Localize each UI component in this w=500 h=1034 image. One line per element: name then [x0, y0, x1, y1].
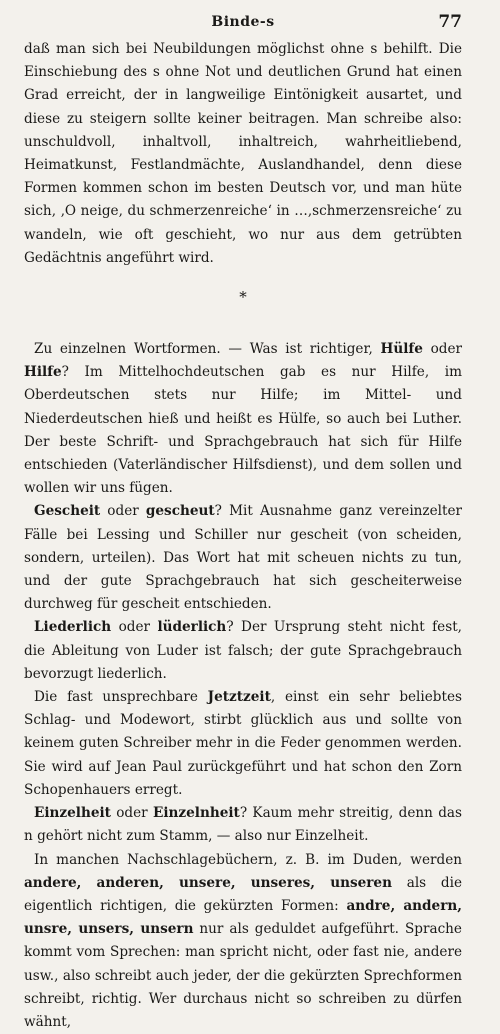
paragraph-gescheit — [24, 500, 462, 616]
paragraph-einzelheit — [24, 802, 462, 848]
headword-gescheit: Gescheit — [34, 503, 100, 519]
paragraph-connector: oder — [100, 503, 146, 519]
paragraph-body: ? Im Mittelhochdeutschen gab es nur Hilfe, im Oberdeutschen stets nur Hilfe; im Mittel- und Niederdeutschen hieß und heißt es Hülfe, so auch bei Luther. Der beste Schrift- und Sprachgebrauch hat sich für Hilfe entschieden (Vaterländischer Hilfsdienst), und dem sollen und wollen wir uns fügen. — [24, 364, 462, 496]
running-head: Binde-s — [24, 14, 462, 30]
headword-einzelnheit: Einzelnheit — [153, 805, 240, 821]
paragraph-body: ? Mit Ausnahme ganz vereinzelter Fälle bei Lessing und Schiller nur gescheit (von scheiden, sondern, urteilen). Das Wort hat mit scheuen nichts zu tun, und der gute Sprachgebrauch hat sich gescheiterweise durchweg für gescheit entschieden. — [24, 503, 462, 612]
headword-gescheut: gescheut — [146, 503, 215, 519]
paragraph-lead: Die fast unsprechbare — [34, 689, 208, 705]
page-header — [24, 8, 462, 38]
forms-long: andere, anderen, unsere, unseres, unseren — [24, 875, 392, 891]
paragraph-connector: als die eigentlich richtigen, die gekürzten Formen: — [24, 875, 462, 914]
paragraph-andere-andre — [24, 849, 462, 1034]
headword-huelfe: Hülfe — [381, 341, 423, 357]
headword-jetztzeit: Jetztzeit — [208, 689, 271, 705]
headword-luederlich: lüderlich — [157, 619, 226, 635]
paragraph-body: ? Der Ursprung steht nicht fest, die Ableitung von Luder ist falsch; der gute Sprachgebrauch bevorzugt liederlich. — [24, 619, 462, 681]
paragraph-lead: Zu einzelnen Wortformen. — Was ist richtiger, — [34, 341, 381, 357]
paragraph-body: , einst ein sehr beliebtes Schlag- und Modewort, stirbt glücklich aus und sollte von keinem guten Schreiber mehr in die Feder genommen werden. Sie wird auf Jean Paul zurückgeführt und hat schon den Zorn Schopenhauers erregt. — [24, 689, 462, 798]
paragraph-connector: oder — [111, 805, 153, 821]
paragraph-liederlich — [24, 616, 462, 686]
paragraph-connector: oder — [423, 341, 462, 357]
paragraph-huelfe-hilfe — [24, 338, 462, 500]
paragraph-body: ? Kaum mehr streitig, denn das n gehört nicht zum Stamm, — also nur Einzelheit. — [24, 805, 462, 844]
section-separator: * — [24, 288, 462, 306]
forms-short: andre, andern, unsre, unsers, unsern — [24, 898, 462, 937]
page-number: 77 — [438, 12, 462, 32]
paragraph-jetztzeit — [24, 686, 462, 802]
paragraph-connector: oder — [111, 619, 157, 635]
headword-einzelheit: Einzelheit — [34, 805, 111, 821]
headword-hilfe: Hilfe — [24, 364, 62, 380]
paragraph-body: nur als geduldet aufgeführt. Sprache kommt vom Sprechen: man spricht nicht, oder fast nie, andere usw., also schreibt auch jeder, der die gekürzten Sprechformen schreibt, richtig. Wer durchaus nicht so schreiben zu dürfen wähnt, — [24, 921, 462, 1030]
headword-liederlich: Liederlich — [34, 619, 111, 635]
paragraph-binde-s-conclusion: daß man sich bei Neubildungen möglichst ohne s behilft. Die Einschiebung des s ohne Not und deutlichen Grund hat einen Grad erreicht, der in langweilige Eintönigkeit ausartet, und diese zu steigern sollte keiner beitragen. Man schreibe also: unschuldvoll, inhaltvoll, inhaltreich, wahrheitliebend, Heimatkunst, Festlandmächte, Auslandhandel, denn diese Formen kommen schon im besten Deutsch vor, und man hüte sich, ‚O neige, du schmerzenreiche‘ in …‚schmerzensreiche‘ zu wandeln, wie oft geschieht, wo nur aus dem getrübten Gedächtnis angeführt wird. — [24, 38, 462, 270]
body-text — [24, 38, 462, 1034]
paragraph-lead: In manchen Nachschlagebüchern, z. B. im Duden, werden — [34, 852, 462, 868]
